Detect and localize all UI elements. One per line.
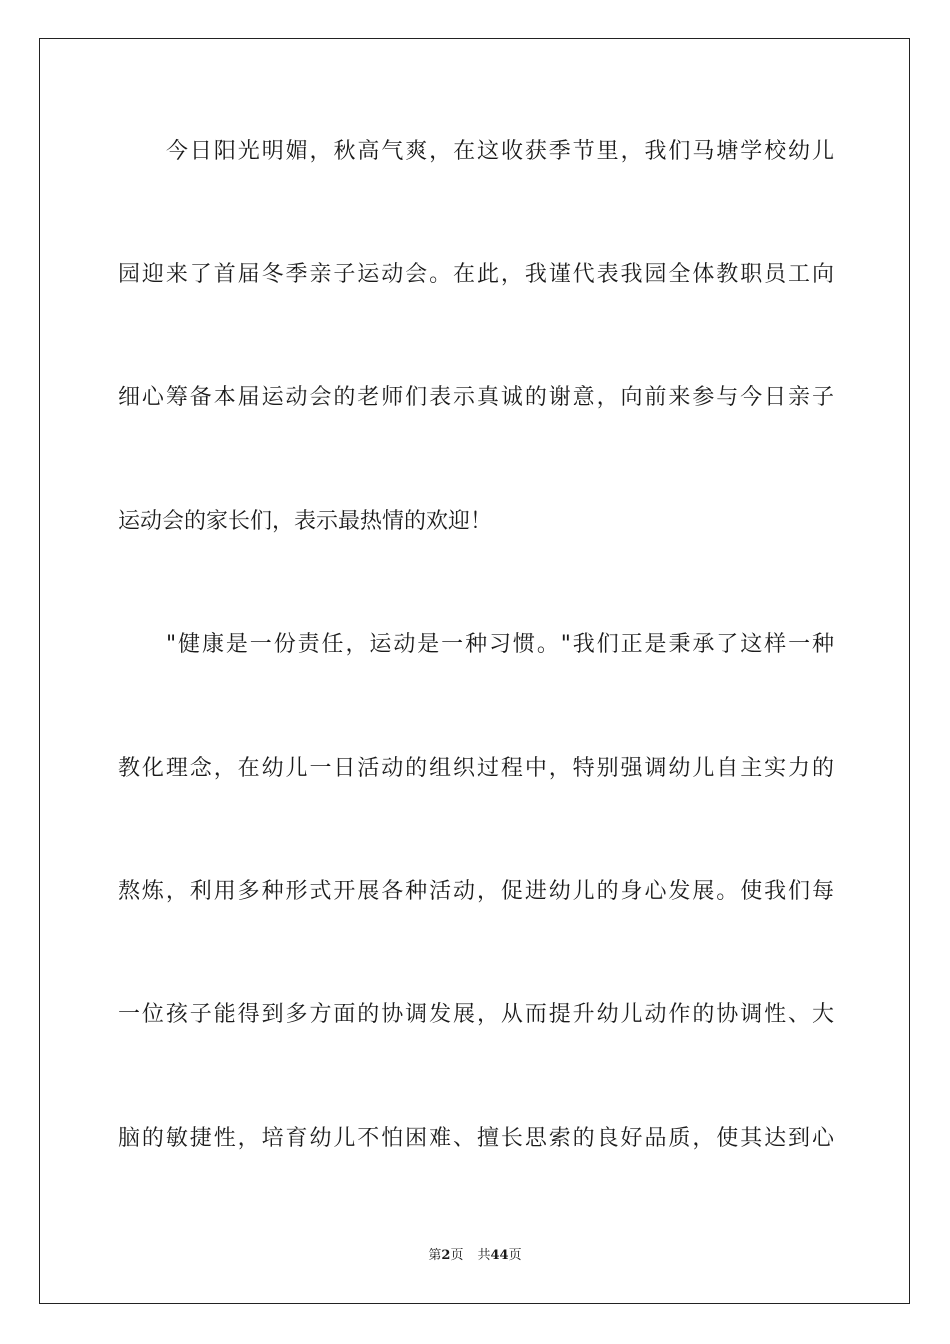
paragraph-1-line-1: 今日阳光明媚，秋高气爽，在这收获季节里，我们马塘学校幼儿: [166, 139, 834, 164]
page-label-suffix: 页: [450, 1248, 464, 1263]
paragraph-1-line-4: 运动会的家长们，表示最热情的欢迎！: [118, 509, 493, 534]
page-footer: [0, 1246, 950, 1266]
paragraph-2-line-5: 脑的敏捷性，培育幼儿不怕困难、擅长思索的良好品质，使其达到心: [118, 1126, 834, 1151]
paragraph-1-line-3: 细心筹备本届运动会的老师们表示真诚的谢意，向前来参与今日亲子: [118, 385, 834, 410]
total-label-suffix: 页: [508, 1248, 522, 1263]
paragraph-1-line-2: 园迎来了首届冬季亲子运动会。在此，我谨代表我园全体教职员工向: [118, 262, 834, 287]
paragraph-2-line-3: 熬炼，利用多种形式开展各种活动，促进幼儿的身心发展。使我们每: [118, 879, 834, 904]
paragraph-2-line-2: 教化理念，在幼儿一日活动的组织过程中，特别强调幼儿自主实力的: [118, 756, 834, 781]
page-border: [39, 38, 910, 1304]
paragraph-2-line-4: 一位孩子能得到多方面的协调发展，从而提升幼儿动作的协调性、大: [118, 1002, 834, 1027]
total-label-prefix: 共: [477, 1248, 491, 1263]
paragraph-2-line-1: "健康是一份责任，运动是一种习惯。"我们正是秉承了这样一种: [166, 632, 834, 657]
total-pages: 44: [490, 1248, 509, 1263]
page-number: 2: [441, 1248, 451, 1263]
page-label-prefix: 第: [428, 1248, 442, 1263]
